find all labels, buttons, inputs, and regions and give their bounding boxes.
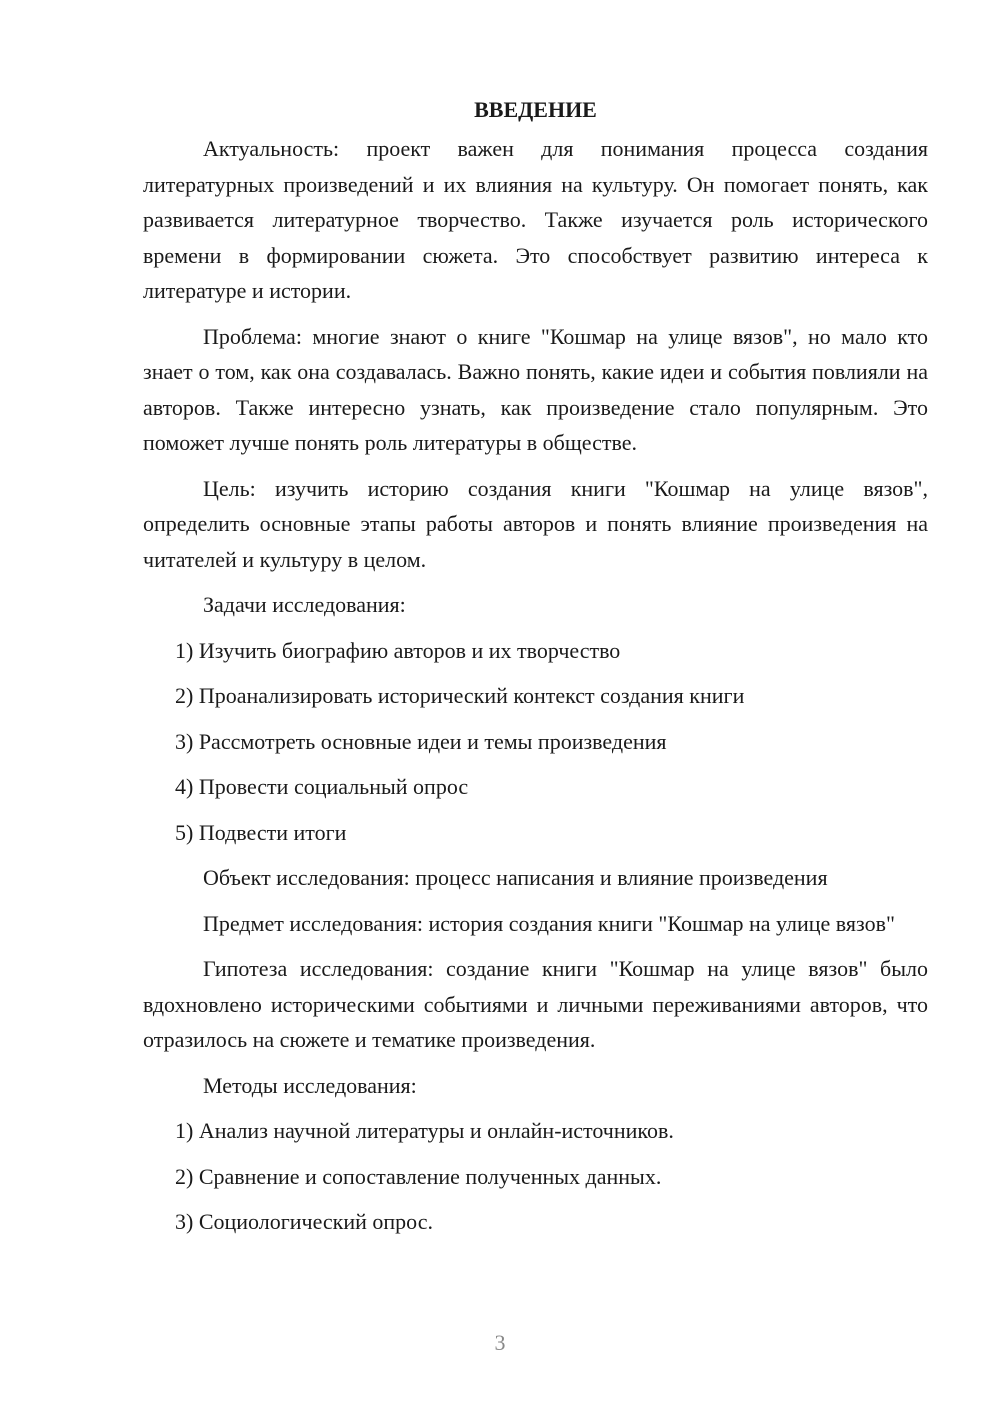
- page-content: [143, 92, 928, 1250]
- methods-list: [143, 1113, 928, 1240]
- object-paragraph: Объект исследования: процесс написания и влияние произведения: [203, 865, 828, 890]
- page-number: 3: [494, 1330, 506, 1355]
- list-item: 3) Рассмотреть основные идеи и темы произведения: [175, 728, 667, 754]
- tasks-list: [143, 633, 928, 851]
- tasks-heading: Задачи исследования:: [203, 592, 406, 617]
- problem-paragraph: Проблема: многие знают о книге "Кошмар на улице вязов", но мало кто знает о том, как она создавалась. Важно понять, какие идеи и события повлияли на авторов. Также интересно узнать, как произведение стало популярным. Это поможет лучше понять роль литературы в обществе.: [143, 323, 928, 455]
- list-item: 2) Проанализировать исторический контекст создания книги: [175, 683, 745, 708]
- subject-paragraph: Предмет исследования: история создания книги "Кошмар на улице вязов": [203, 910, 895, 936]
- hypothesis-paragraph: Гипотеза исследования: создание книги "Кошмар на улице вязов" было вдохновлено историческими событиями и личными переживаниями авторов, что отразилось на сюжете и тематике произведения.: [143, 956, 928, 1052]
- relevance-paragraph: Актуальность: проект важен для понимания процесса создания литературных произведений и их влияния на культуру. Он помогает понять, как развивается литературное творчество. Также изучается роль исторического времени в формировании сюжета. Это способствует развитию интереса к литературе и истории.: [143, 136, 928, 303]
- methods-heading: Методы исследования:: [203, 1072, 417, 1098]
- goal-paragraph: Цель: изучить историю создания книги "Кошмар на улице вязов", определить основные этапы работы авторов и понять влияние произведения на читателей и культуру в целом.: [143, 475, 928, 572]
- list-item: 4) Провести социальный опрос: [175, 774, 469, 799]
- list-item: 3) Социологический опрос.: [175, 1209, 433, 1234]
- list-item: 1) Анализ научной литературы и онлайн-источников.: [175, 1118, 674, 1143]
- list-item: 1) Изучить биографию авторов и их творчество: [175, 637, 621, 663]
- page-title: ВВЕДЕНИЕ: [474, 97, 597, 122]
- list-item: 5) Подвести итоги: [175, 819, 347, 845]
- list-item: 2) Сравнение и сопоставление полученных данных.: [175, 1163, 662, 1189]
